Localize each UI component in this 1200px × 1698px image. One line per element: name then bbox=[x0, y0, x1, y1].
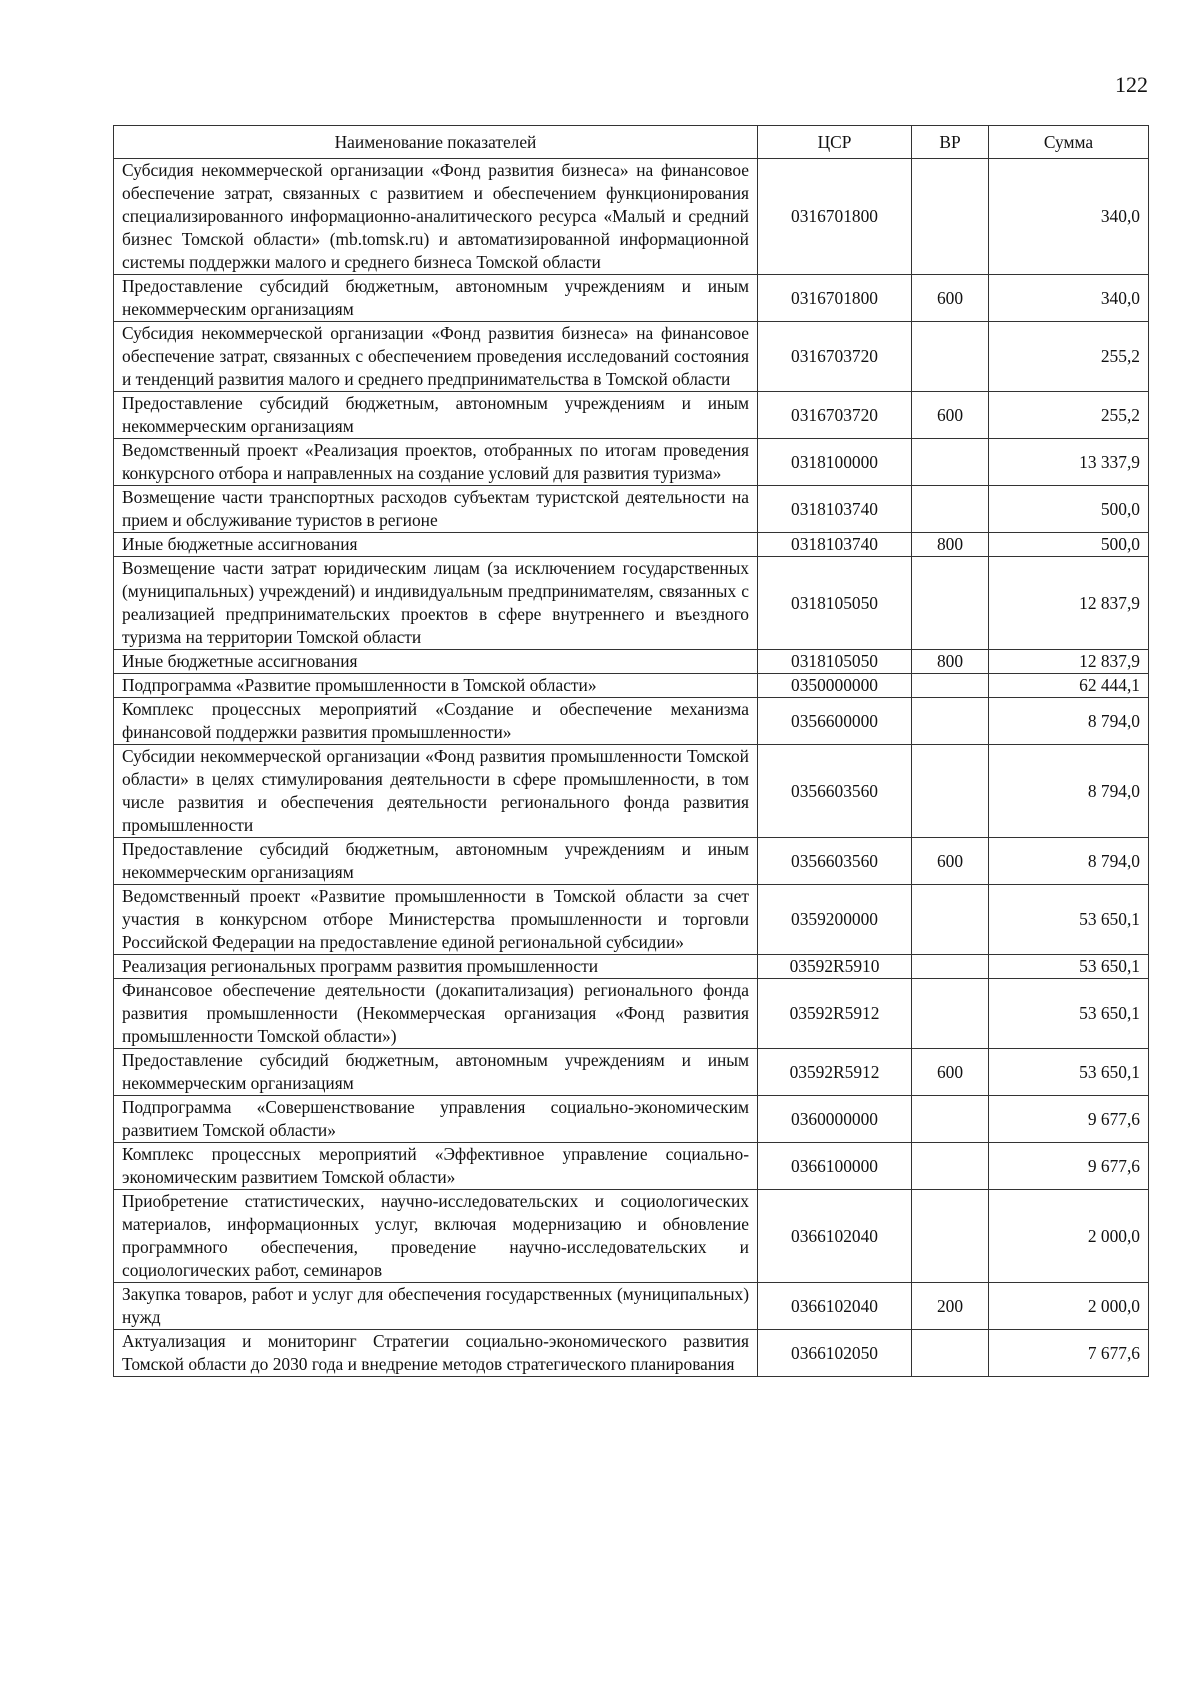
cell-vr bbox=[912, 674, 989, 698]
table-row bbox=[114, 885, 1149, 955]
cell-vr: 600 bbox=[912, 1049, 989, 1096]
cell-vr bbox=[912, 979, 989, 1049]
cell-name: Иные бюджетные ассигнования bbox=[114, 650, 758, 674]
table-row bbox=[114, 838, 1149, 885]
cell-csr: 0318103740 bbox=[758, 533, 912, 557]
cell-csr: 0356600000 bbox=[758, 698, 912, 745]
cell-sum: 12 837,9 bbox=[989, 650, 1149, 674]
cell-vr bbox=[912, 1096, 989, 1143]
cell-csr: 0360000000 bbox=[758, 1096, 912, 1143]
cell-sum: 8 794,0 bbox=[989, 838, 1149, 885]
table-row bbox=[114, 1143, 1149, 1190]
table-row bbox=[114, 650, 1149, 674]
cell-sum: 2 000,0 bbox=[989, 1190, 1149, 1283]
cell-sum: 53 650,1 bbox=[989, 885, 1149, 955]
cell-vr bbox=[912, 698, 989, 745]
cell-csr: 0316701800 bbox=[758, 275, 912, 322]
cell-name: Подпрограмма «Развитие промышленности в Томской области» bbox=[114, 674, 758, 698]
budget-table bbox=[113, 125, 1149, 1377]
cell-name: Субсидии некоммерческой организации «Фонд развития промышленности Томской области» в целях стимулирования деятельности в сфере промышленности, в том числе развития и обеспечения деятельности регионального фонда развития промышленности bbox=[114, 745, 758, 838]
cell-vr bbox=[912, 1330, 989, 1377]
cell-csr: 0366102050 bbox=[758, 1330, 912, 1377]
cell-csr: 0318100000 bbox=[758, 439, 912, 486]
cell-name: Реализация региональных программ развития промышленности bbox=[114, 955, 758, 979]
cell-vr: 800 bbox=[912, 650, 989, 674]
table-row bbox=[114, 557, 1149, 650]
cell-vr: 600 bbox=[912, 838, 989, 885]
cell-csr: 0366100000 bbox=[758, 1143, 912, 1190]
cell-sum: 9 677,6 bbox=[989, 1143, 1149, 1190]
table-row bbox=[114, 674, 1149, 698]
table-header-row bbox=[114, 126, 1149, 159]
cell-name: Субсидия некоммерческой организации «Фонд развития бизнеса» на финансовое обеспечение затрат, связанных с развитием и обеспечением функционирования специализированного информационно-аналитического ресурса «Малый и средний бизнес Томской области» (mb.tomsk.ru) и автоматизированной информационной системы поддержки малого и среднего бизнеса Томской области bbox=[114, 159, 758, 275]
cell-sum: 12 837,9 bbox=[989, 557, 1149, 650]
cell-sum: 7 677,6 bbox=[989, 1330, 1149, 1377]
header-name: Наименование показателей bbox=[114, 126, 758, 159]
table-row bbox=[114, 533, 1149, 557]
cell-sum: 53 650,1 bbox=[989, 1049, 1149, 1096]
cell-csr: 0350000000 bbox=[758, 674, 912, 698]
cell-sum: 255,2 bbox=[989, 322, 1149, 392]
cell-vr: 800 bbox=[912, 533, 989, 557]
cell-vr bbox=[912, 557, 989, 650]
table-row bbox=[114, 392, 1149, 439]
cell-vr: 600 bbox=[912, 392, 989, 439]
cell-csr: 0356603560 bbox=[758, 745, 912, 838]
cell-csr: 0318103740 bbox=[758, 486, 912, 533]
table-row bbox=[114, 698, 1149, 745]
cell-sum: 340,0 bbox=[989, 275, 1149, 322]
cell-name: Комплекс процессных мероприятий «Создание и обеспечение механизма финансовой поддержки развития промышленности» bbox=[114, 698, 758, 745]
table-row bbox=[114, 1049, 1149, 1096]
table-row bbox=[114, 1096, 1149, 1143]
cell-csr: 0318105050 bbox=[758, 650, 912, 674]
cell-name: Закупка товаров, работ и услуг для обеспечения государственных (муниципальных) нужд bbox=[114, 1283, 758, 1330]
table-row bbox=[114, 486, 1149, 533]
cell-vr bbox=[912, 885, 989, 955]
cell-csr: 0366102040 bbox=[758, 1190, 912, 1283]
table-row bbox=[114, 955, 1149, 979]
cell-csr: 03592R5910 bbox=[758, 955, 912, 979]
cell-sum: 13 337,9 bbox=[989, 439, 1149, 486]
table-row bbox=[114, 1330, 1149, 1377]
cell-csr: 0316703720 bbox=[758, 322, 912, 392]
cell-csr: 0316701800 bbox=[758, 159, 912, 275]
cell-sum: 8 794,0 bbox=[989, 745, 1149, 838]
cell-sum: 500,0 bbox=[989, 486, 1149, 533]
table-row bbox=[114, 275, 1149, 322]
cell-vr bbox=[912, 1190, 989, 1283]
cell-sum: 53 650,1 bbox=[989, 979, 1149, 1049]
cell-csr: 0316703720 bbox=[758, 392, 912, 439]
cell-name: Предоставление субсидий бюджетным, автономным учреждениям и иным некоммерческим организациям bbox=[114, 1049, 758, 1096]
header-csr: ЦСР bbox=[758, 126, 912, 159]
cell-vr bbox=[912, 1143, 989, 1190]
cell-csr: 03592R5912 bbox=[758, 1049, 912, 1096]
cell-name: Предоставление субсидий бюджетным, автономным учреждениям и иным некоммерческим организациям bbox=[114, 392, 758, 439]
cell-vr bbox=[912, 322, 989, 392]
cell-name: Ведомственный проект «Реализация проектов, отобранных по итогам проведения конкурсного отбора и направленных на создание условий для развития туризма» bbox=[114, 439, 758, 486]
cell-name: Предоставление субсидий бюджетным, автономным учреждениям и иным некоммерческим организациям bbox=[114, 275, 758, 322]
cell-vr bbox=[912, 486, 989, 533]
cell-sum: 9 677,6 bbox=[989, 1096, 1149, 1143]
cell-vr bbox=[912, 955, 989, 979]
cell-sum: 8 794,0 bbox=[989, 698, 1149, 745]
cell-sum: 62 444,1 bbox=[989, 674, 1149, 698]
cell-vr: 200 bbox=[912, 1283, 989, 1330]
cell-name: Подпрограмма «Совершенствование управления социально-экономическим развитием Томской области» bbox=[114, 1096, 758, 1143]
cell-vr bbox=[912, 159, 989, 275]
cell-sum: 500,0 bbox=[989, 533, 1149, 557]
cell-vr bbox=[912, 439, 989, 486]
cell-name: Ведомственный проект «Развитие промышленности в Томской области за счет участия в конкурсном отборе Министерства промышленности и торговли Российской Федерации на предоставление единой региональной субсидии» bbox=[114, 885, 758, 955]
cell-name: Возмещение части транспортных расходов субъектам туристской деятельности на прием и обслуживание туристов в регионе bbox=[114, 486, 758, 533]
cell-sum: 255,2 bbox=[989, 392, 1149, 439]
cell-sum: 53 650,1 bbox=[989, 955, 1149, 979]
cell-name: Субсидия некоммерческой организации «Фонд развития бизнеса» на финансовое обеспечение затрат, связанных с обеспечением проведения исследований состояния и тенденций развития малого и среднего предпринимательства в Томской области bbox=[114, 322, 758, 392]
cell-name: Комплекс процессных мероприятий «Эффективное управление социально-экономическим развитием Томской области» bbox=[114, 1143, 758, 1190]
page-number: 122 bbox=[1115, 72, 1148, 97]
cell-vr: 600 bbox=[912, 275, 989, 322]
table-row bbox=[114, 322, 1149, 392]
cell-name: Возмещение части затрат юридическим лицам (за исключением государственных (муниципальных) учреждений) и индивидуальным предпринимателям, связанных с реализацией предпринимательских проектов в сфере внутреннего и въездного туризма на территории Томской области bbox=[114, 557, 758, 650]
cell-sum: 2 000,0 bbox=[989, 1283, 1149, 1330]
cell-name: Предоставление субсидий бюджетным, автономным учреждениям и иным некоммерческим организациям bbox=[114, 838, 758, 885]
table-row bbox=[114, 159, 1149, 275]
table-row bbox=[114, 439, 1149, 486]
cell-name: Финансовое обеспечение деятельности (докапитализация) регионального фонда развития промышленности (Некоммерческая организация «Фонд развития промышленности Томской области») bbox=[114, 979, 758, 1049]
cell-name: Иные бюджетные ассигнования bbox=[114, 533, 758, 557]
table-body bbox=[114, 159, 1149, 1377]
cell-csr: 03592R5912 bbox=[758, 979, 912, 1049]
cell-vr bbox=[912, 745, 989, 838]
table-row bbox=[114, 745, 1149, 838]
cell-csr: 0366102040 bbox=[758, 1283, 912, 1330]
table-row bbox=[114, 1283, 1149, 1330]
cell-csr: 0356603560 bbox=[758, 838, 912, 885]
header-sum: Сумма bbox=[989, 126, 1149, 159]
cell-csr: 0359200000 bbox=[758, 885, 912, 955]
cell-name: Приобретение статистических, научно-исследовательских и социологических материалов, информационных услуг, включая модернизацию и обновление программного обеспечения, проведение научно-исследовательских и социологических работ, семинаров bbox=[114, 1190, 758, 1283]
header-vr: ВР bbox=[912, 126, 989, 159]
cell-sum: 340,0 bbox=[989, 159, 1149, 275]
cell-name: Актуализация и мониторинг Стратегии социально-экономического развития Томской области до 2030 года и внедрение методов стратегического планирования bbox=[114, 1330, 758, 1377]
table-row bbox=[114, 979, 1149, 1049]
cell-csr: 0318105050 bbox=[758, 557, 912, 650]
table-row bbox=[114, 1190, 1149, 1283]
